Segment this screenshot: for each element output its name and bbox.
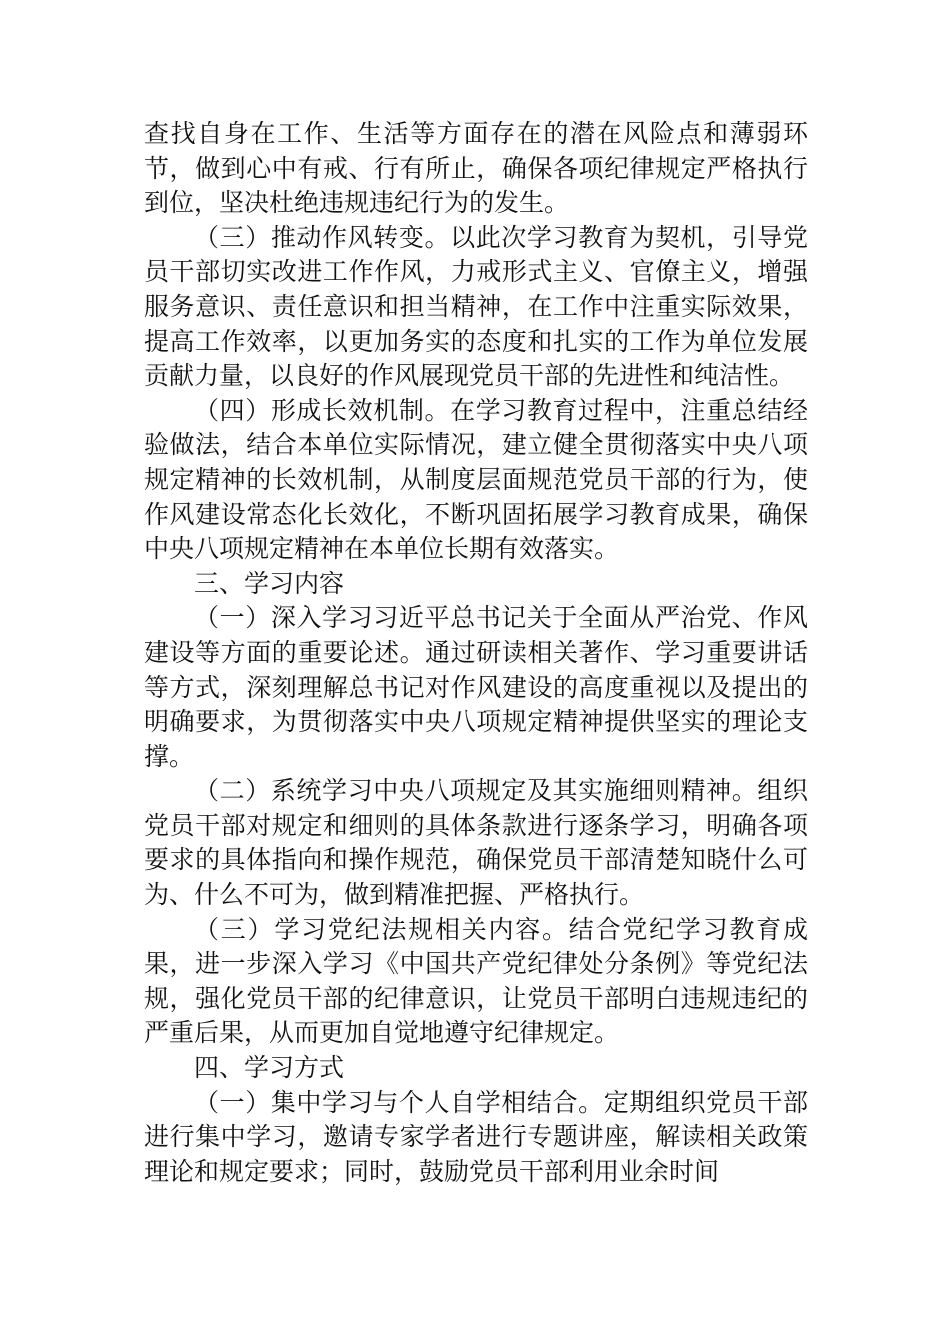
paragraph-continuation: 查找自身在工作、生活等方面存在的潜在风险点和薄弱环节，做到心中有戒、行有所止，确保各项纪律规定严格执行到位，坚决杜绝违规违纪行为的发生。	[144, 119, 808, 218]
paragraph-study-party-regulations: （三）学习党纪法规相关内容。结合党纪学习教育成果，进一步深入学习《中国共产党纪律处分条例》等党纪法规，强化党员干部的纪律意识，让党员干部明白违规违纪的严重后果，从而更加自觉地遵守纪律规定。	[144, 914, 808, 1048]
paragraph-long-term-mechanism: （四）形成长效机制。在学习教育过程中，注重总结经验做法，结合本单位实际情况，建立健全贯彻落实中央八项规定精神的长效机制，从制度层面规范党员干部的行为，使作风建设常态化长效化，不断巩固拓展学习教育成果，确保中央八项规定精神在本单位长期有效落实。	[144, 395, 808, 564]
paragraph-study-important-expositions: （一）深入学习习近平总书记关于全面从严治党、作风建设等方面的重要论述。通过研读相关著作、学习重要讲话等方式，深刻理解总书记对作风建设的高度重视以及提出的明确要求，为贯彻落实中央八项规定精神提供坚实的理论支撑。	[144, 603, 808, 771]
paragraph-promote-style-change: （三）推动作风转变。以此次学习教育为契机，引导党员干部切实改进工作作风，力戒形式主义、官僚主义，增强服务意识、责任意识和担当精神，在工作中注重实际效果，提高工作效率，以更加务实的态度和扎实的工作为单位发展贡献力量，以良好的作风展现党员干部的先进性和纯洁性。	[144, 222, 808, 391]
section-heading-study-methods: 四、学习方式	[194, 1053, 345, 1083]
paragraph-study-eight-point-rules: （二）系统学习中央八项规定及其实施细则精神。组织党员干部对规定和细则的具体条款进行逐条学习，明确各项要求的具体指向和操作规范，确保党员干部清楚知晓什么可为、什么不可为，做到精准把握、严格执行。	[144, 776, 808, 910]
section-heading-study-content: 三、学习内容	[194, 568, 345, 598]
document-body	[144, 117, 808, 1189]
paragraph-collective-and-self-study: （一）集中学习与个人自学相结合。定期组织党员干部进行集中学习，邀请专家学者进行专题讲座，解读相关政策理论和规定要求；同时，鼓励党员干部利用业余时间	[144, 1087, 808, 1186]
